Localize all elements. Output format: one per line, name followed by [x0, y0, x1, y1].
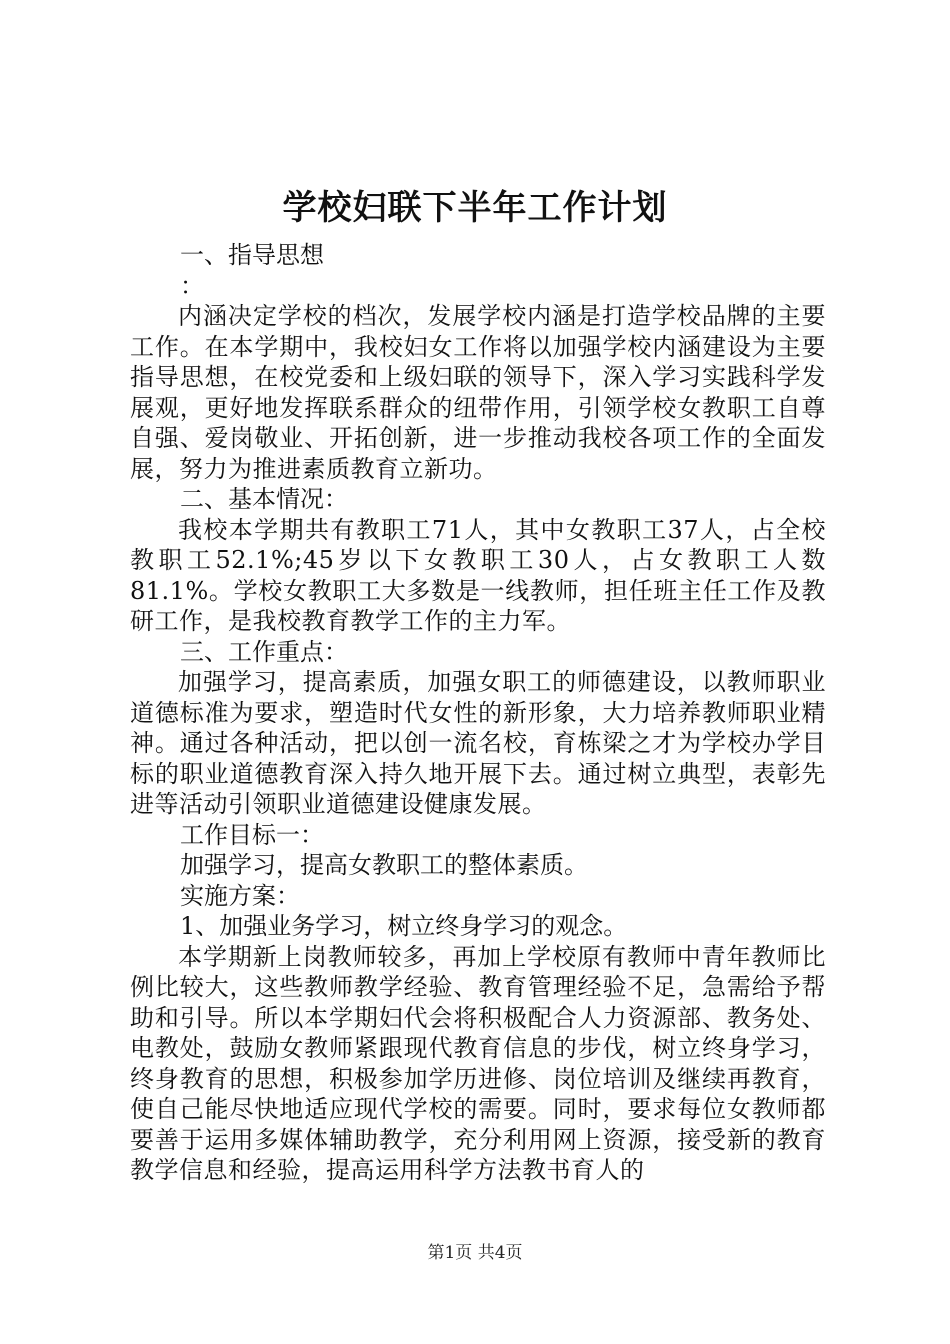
- section-heading-basic-situation: 二、基本情况：: [180, 485, 348, 513]
- colon-line: ：: [180, 271, 204, 300]
- paragraph-basic-situation: 我校本学期共有教职工71人，其中女教职工37人，占全校教职工52.1%;45岁以下女教职工30人，占女教职工人数81.1%。学校女教职工大多数是一线教师，担任班主任工作及教研工作，是我校教育教学工作的主力军。: [130, 515, 826, 635]
- subheading-implementation-plan: 实施方案：: [180, 881, 300, 910]
- section-heading-guiding-thought: 一、指导思想: [180, 241, 324, 269]
- subheading-work-goal-one: 工作目标一：: [180, 820, 324, 849]
- paragraph-work-focus: 加强学习，提高素质，加强女职工的师德建设，以教师职业道德标准为要求，塑造时代女性的新形象，大力培养教师职业精神。通过各种活动，把以创一流名校，育栋梁之才为学校办学目标的职业道德教育深入持久地开展下去。通过树立典型，表彰先进等活动引领职业道德建设健康发展。: [130, 668, 826, 818]
- section-heading-work-focus: 三、工作重点：: [180, 637, 348, 666]
- goal-one-statement: 加强学习，提高女教职工的整体素质。: [180, 851, 588, 879]
- page-footer: 第1页 共4页: [427, 1243, 523, 1263]
- document-title: 学校妇联下半年工作计划: [282, 188, 668, 228]
- plan-item-one-heading: 1、加强业务学习，树立终身学习的观念。: [180, 912, 628, 940]
- paragraph-plan-item-one: 本学期新上岗教师较多，再加上学校原有教师中青年教师比例比较大，这些教师教学经验、教育管理经验不足，急需给予帮助和引导。所以本学期妇代会将积极配合人力资源部、教务处、电教处，鼓励女教师紧跟现代教育信息的步伐，树立终身学习，终身教育的思想，积极参加学历进修、岗位培训及继续再教育，使自己能尽快地适应现代学校的需要。同时，要求每位女教师都要善于运用多媒体辅助教学，充分利用网上资源，接受新的教育教学信息和经验，提高运用科学方法教书育人的: [130, 942, 826, 1184]
- paragraph-guiding-thought: 内涵决定学校的档次，发展学校内涵是打造学校品牌的主要工作。在本学期中，我校妇女工作将以加强学校内涵建设为主要指导思想，在校党委和上级妇联的领导下，深入学习实践科学发展观，更好地发挥联系群众的纽带作用，引领学校女教职工自尊自强、爱岗敬业、开拓创新，进一步推动我校各项工作的全面发展，努力为推进素质教育立新功。: [130, 302, 826, 483]
- document-body: [130, 240, 826, 1186]
